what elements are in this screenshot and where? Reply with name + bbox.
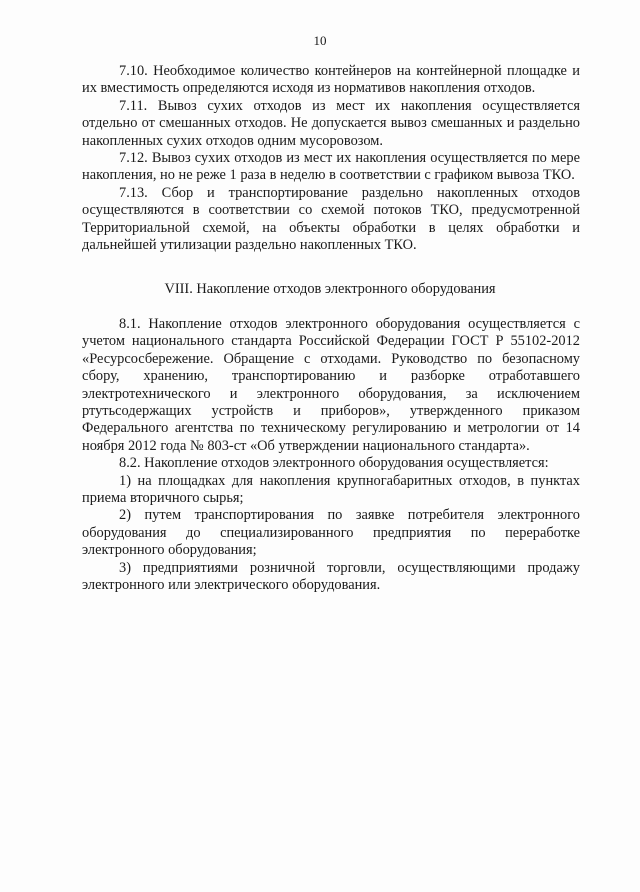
paragraph-7-11: 7.11. Вывоз сухих отходов из мест их накопления осуществляется отдельно от смешанных отходов. Не допускается вывоз смешанных и раздельно накопленных сухих отходов одним мусоровозом. bbox=[82, 97, 580, 149]
list-item-1: 1) на площадках для накопления крупногабаритных отходов, в пунктах приема вторичного сырья; bbox=[82, 472, 580, 507]
paragraph-8-1: 8.1. Накопление отходов электронного оборудования осуществляется с учетом национального стандарта Российской Федерации ГОСТ Р 55102-2012 «Ресурсосбережение. Обращение с отходами. Руководство по безопасному сбору, хранению, транспортированию и разборке отработавшего электротехнического и электронного оборудования, за исключением ртутьсодержащих устройств и приборов», утвержденного приказом Федерального агентства по техническому регулированию и метрологии от 14 ноября 2012 года № 803-ст «Об утверждении национального стандарта». bbox=[82, 316, 580, 454]
list-item-3: 3) предприятиями розничной торговли, осуществляющими продажу электронного или электрического оборудования. bbox=[82, 559, 580, 594]
section-7-continued bbox=[82, 63, 580, 254]
section-8-heading: VIII. Накопление отходов электронного оборудования bbox=[164, 281, 496, 297]
paragraph-8-2: 8.2. Накопление отходов электронного оборудования осуществляется: bbox=[119, 455, 549, 472]
paragraph-7-12: 7.12. Вывоз сухих отходов из мест их накопления осуществляется по мере накопления, но не реже 1 раза в неделю в соответствии с графиком вывоза ТКО. bbox=[82, 150, 580, 184]
page-number: 10 bbox=[313, 33, 327, 48]
paragraph-7-10: 7.10. Необходимое количество контейнеров на контейнерной площадке и их вместимость определяются исходя из нормативов накопления отходов. bbox=[82, 63, 580, 97]
list-item-2: 2) путем транспортирования по заявке потребителя электронного оборудования до специализированного предприятия по переработке электронного оборудования; bbox=[82, 507, 580, 559]
section-8-body bbox=[82, 316, 580, 595]
paragraph-7-13: 7.13. Сбор и транспортирование раздельно накопленных отходов осуществляются в соответствии со схемой потоков ТКО, предусмотренной Территориальной схемой, на объекты обработки в целях обработки и дальнейшей утилизации раздельно накопленных ТКО. bbox=[82, 184, 580, 254]
